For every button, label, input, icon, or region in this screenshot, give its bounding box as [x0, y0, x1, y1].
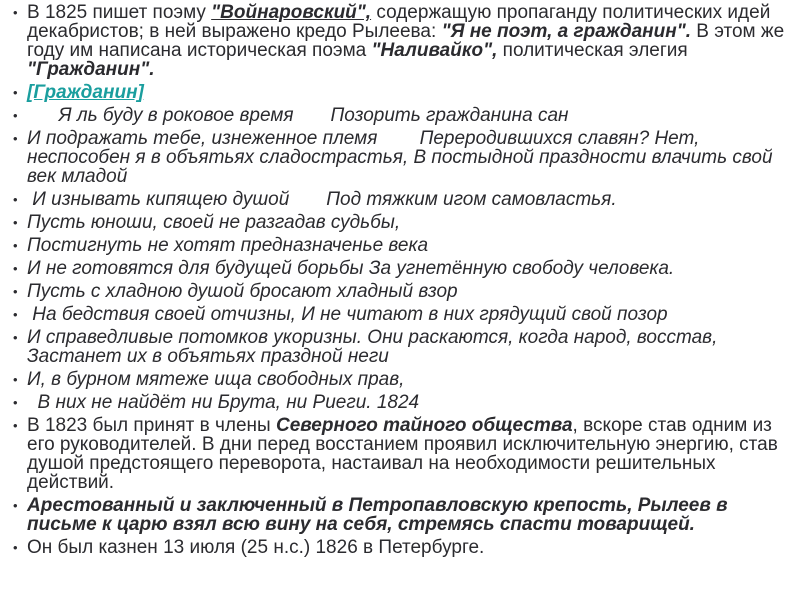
bullet-icon: •: [13, 330, 18, 345]
text-segment: Северного тайного общества: [276, 415, 573, 436]
bullet-text: [27, 370, 788, 389]
bullet-item: [13, 538, 788, 557]
bullet-item: [13, 3, 788, 79]
bullet-text: [27, 190, 788, 209]
grazhdanin-link[interactable]: [Гражданин]: [27, 82, 144, 103]
text-segment: В 1823 был принят в члены: [27, 415, 276, 436]
text-segment: И, в бурном мятеже ища свободных прав,: [27, 369, 405, 390]
bullet-text: [27, 236, 788, 255]
text-segment: И не готовятся для будущей борьбы За угнетённую свободу человека.: [27, 258, 675, 279]
bullet-icon: •: [13, 284, 18, 299]
bullet-icon: •: [13, 395, 18, 410]
text-segment: Арестованный и заключенный в Петропавловскую крепость, Рылеев в письме к царю взял всю вину на себя, стремясь спасти товарищей.: [27, 495, 728, 535]
bullet-icon: •: [13, 418, 18, 433]
bullet-item: [13, 328, 788, 366]
bullet-icon: •: [13, 307, 18, 322]
text-segment: , вскоре став одним из его руководителей. В дни перед восстанием проявил исключительную энергию, став душой предстоящего переворота, настаивал на необходимости решительных действий.: [27, 415, 778, 493]
text-segment: "Наливайко",: [371, 40, 498, 61]
text-segment: И справедливые потомков укоризны. Они раскаются, когда народ, восстав, Застанет их в объятьях праздной неги: [27, 327, 718, 367]
bullet-item: [13, 83, 788, 102]
bullet-text: [27, 213, 788, 232]
bullet-text: [27, 129, 788, 186]
bullet-list: [13, 3, 788, 557]
bullet-item: [13, 282, 788, 301]
bullet-icon: •: [13, 85, 18, 100]
text-segment: Я ль буду в роковое время Позорить гражданина сан: [27, 105, 569, 126]
text-segment: На бедствия своей отчизны, И не читают в них грядущий свой позор: [27, 304, 668, 325]
bullet-icon: •: [13, 131, 18, 146]
text-segment: Пусть юноши, своей не разгадав судьбы,: [27, 212, 401, 233]
bullet-item: [13, 259, 788, 278]
bullet-text: [27, 83, 788, 102]
bullet-icon: •: [13, 5, 18, 20]
text-segment: "Я не поэт, а гражданин".: [441, 21, 691, 42]
bullet-text: [27, 393, 788, 412]
text-segment: Он был казнен 13 июля (25 н.с.) 1826 в Петербурге.: [27, 537, 485, 558]
bullet-icon: •: [13, 498, 18, 513]
text-segment: "Войнаровский",: [211, 2, 372, 23]
bullet-icon: •: [13, 261, 18, 276]
bullet-item: [13, 213, 788, 232]
text-segment: И подражать тебе, изнеженное племя Переродившихся славян? Нет, неспособен я в объятьях сладострастья, В постыдной праздности влачить свой век младой: [27, 128, 773, 187]
bullet-icon: •: [13, 215, 18, 230]
bullet-item: [13, 106, 788, 125]
bullet-text: [27, 282, 788, 301]
bullet-text: [27, 416, 788, 492]
bullet-text: [27, 259, 788, 278]
text-segment: "Гражданин".: [27, 59, 155, 80]
bullet-text: [27, 3, 788, 79]
bullet-item: [13, 236, 788, 255]
bullet-icon: •: [13, 372, 18, 387]
bullet-icon: •: [13, 192, 18, 207]
text-segment: Постигнуть не хотят предназначенье века: [27, 235, 429, 256]
bullet-text: [27, 305, 788, 324]
text-segment: В этом же году им написана историческая поэма: [27, 21, 785, 61]
text-segment: политическая элегия: [497, 40, 688, 61]
bullet-item: [13, 305, 788, 324]
bullet-item: [13, 370, 788, 389]
bullet-text: [27, 328, 788, 366]
bullet-text: [27, 496, 788, 534]
bullet-icon: •: [13, 238, 18, 253]
bullet-icon: •: [13, 540, 18, 555]
text-segment: И изнывать кипящею душой Под тяжким игом самовластья.: [27, 189, 617, 210]
text-segment: В них не найдёт ни Брута, ни Риеги. 1824: [27, 392, 420, 413]
bullet-item: [13, 190, 788, 209]
bullet-item: [13, 416, 788, 492]
text-segment: В 1825 пишет поэму: [27, 2, 212, 23]
bullet-text: [27, 538, 788, 557]
bullet-icon: •: [13, 108, 18, 123]
bullet-item: [13, 393, 788, 412]
text-segment: Пусть с хладною душой бросают хладный взор: [27, 281, 458, 302]
bullet-item: [13, 496, 788, 534]
text-segment: содержащую пропаганду политических идей декабристов; в ней выражено кредо Рылеева:: [27, 2, 771, 42]
bullet-text: [27, 106, 788, 125]
bullet-item: [13, 129, 788, 186]
